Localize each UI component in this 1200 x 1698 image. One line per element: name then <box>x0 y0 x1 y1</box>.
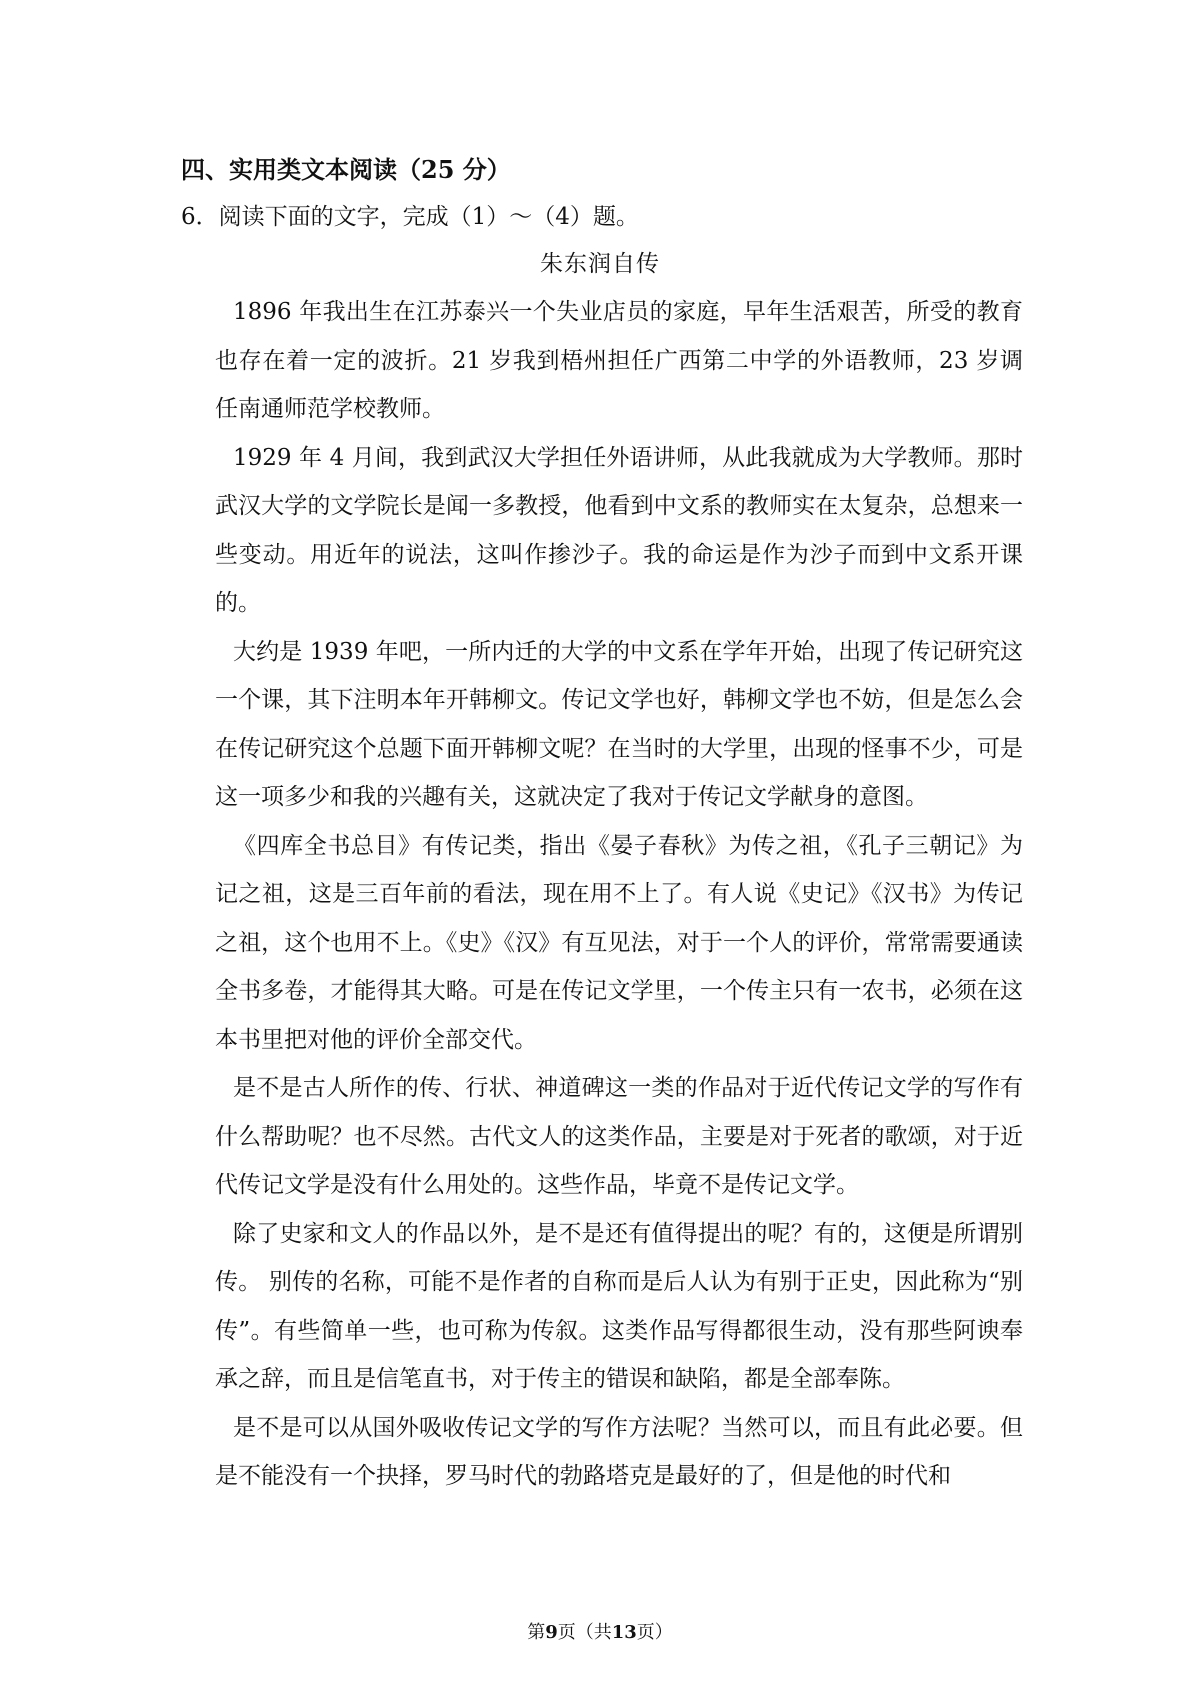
question-prompt: 6．阅读下面的文字，完成（1）～（4）题。 <box>181 204 639 230</box>
section-heading: 四、实用类文本阅读（25 分） <box>181 155 511 184</box>
footer-suffix: 页） <box>636 1622 673 1643</box>
paragraph: 1896 年我出生在江苏泰兴一个失业店员的家庭，早年生活艰苦，所受的教育也存在着一定的波折。21 岁我到梧州担任广西第二中学的外语教师，23 岁调任南通师范学校教师。 <box>215 299 1023 422</box>
footer-middle: 页（共 <box>557 1622 612 1643</box>
article-body <box>215 288 1023 1501</box>
paragraph: 大约是 1939 年吧，一所内迁的大学的中文系在学年开始，出现了传记研究这一个课，其下注明本年开韩柳文。传记文学也好，韩柳文学也不妨，但是怎么会在传记研究这个总题下面开韩柳文呢？在当时的大学里，出现的怪事不少，可是这一项多少和我的兴趣有关，这就决定了我对于传记文学献身的意图。 <box>215 638 1023 810</box>
paragraph: 是不是古人所作的传、行状、神道碑这一类的作品对于近代传记文学的写作有什么帮助呢？也不尽然。古代文人的这类作品，主要是对于死者的歌颂，对于近代传记文学是没有什么用处的。这些作品，毕竟不是传记文学。 <box>215 1075 1023 1198</box>
footer-prefix: 第 <box>527 1622 546 1643</box>
current-page-number: 9 <box>545 1622 558 1643</box>
total-page-count: 13 <box>611 1622 637 1643</box>
article-title: 朱东润自传 <box>540 251 660 277</box>
paragraph: 除了史家和文人的作品以外，是不是还有值得提出的呢？有的，这便是所谓别传。 别传的名称，可能不是作者的自称而是后人认为有别于正史，因此称为“别传”。有些简单一些，也可称为传叙。这类作品写得都很生动，没有那些阿谀奉承之辞，而且是信笔直书，对于传主的错误和缺陷，都是全部奉陈。 <box>215 1220 1023 1392</box>
page-footer <box>0 1621 1200 1645</box>
paragraph: 1929 年 4 月间，我到武汉大学担任外语讲师，从此我就成为大学教师。那时武汉大学的文学院长是闻一多教授，他看到中文系的教师实在太复杂，总想来一些变动。用近年的说法，这叫作掺沙子。我的命运是作为沙子而到中文系开课的。 <box>215 444 1023 616</box>
paragraph: 《四库全书总目》有传记类，指出《晏子春秋》为传之祖，《孔子三朝记》为记之祖，这是三百年前的看法，现在用不上了。有人说《史记》《汉书》为传记之祖，这个也用不上。《史》《汉》有互见法，对于一个人的评价，常常需要通读全书多卷，才能得其大略。可是在传记文学里，一个传主只有一农书，必须在这本书里把对他的评价全部交代。 <box>215 832 1023 1053</box>
paragraph: 是不是可以从国外吸收传记文学的写作方法呢？当然可以，而且有此必要。但是不能没有一个抉择，罗马时代的勃路塔克是最好的了，但是他的时代和 <box>215 1414 1023 1489</box>
